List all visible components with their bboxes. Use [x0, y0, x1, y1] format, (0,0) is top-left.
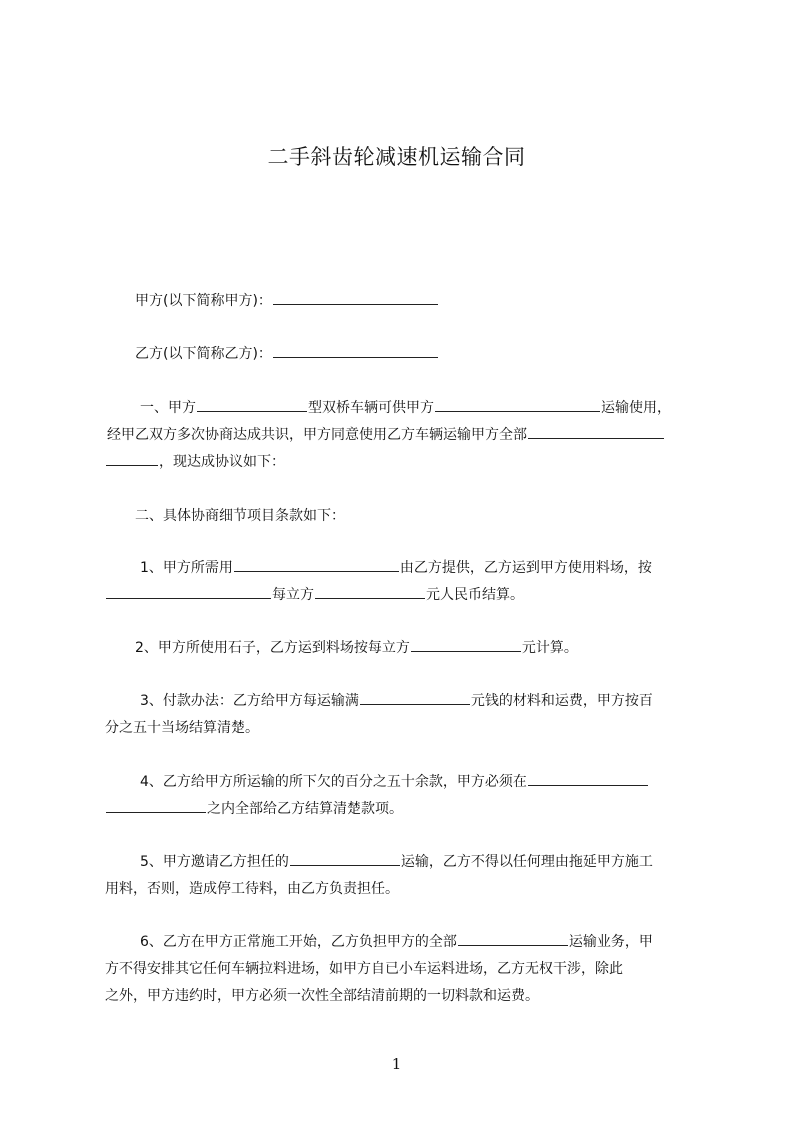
clause-6-text: 6、乙方在甲方正常施工开始，乙方负担甲方的全部 [140, 934, 457, 950]
clause-1-text: 1、甲方所需用 [140, 560, 233, 576]
page-number: 1 [391, 1055, 402, 1073]
contract-title: 二手斜齿轮减速机运输合同 [267, 145, 526, 169]
clause-5-line-1 [140, 851, 653, 873]
vehicle-type-blank[interactable] [197, 397, 307, 412]
clause-1-text: 每立方 [272, 587, 314, 603]
clause-4-line-2 [105, 798, 403, 820]
clause-5-line-2: 用料，否则，造成停工待料，由乙方负责担任。 [105, 881, 399, 897]
section-1-line-2 [107, 424, 665, 446]
deadline-blank[interactable] [528, 771, 648, 786]
clause-1-line-2 [105, 584, 524, 606]
price-blank[interactable] [315, 584, 425, 599]
clause-4-text: 4、乙方给甲方所运输的所下欠的百分之五十余款，甲方必须在 [140, 774, 527, 790]
clause-3-line-1 [140, 690, 653, 712]
party-a-blank[interactable] [273, 290, 438, 305]
material-blank[interactable] [234, 557, 399, 572]
stone-price-blank[interactable] [411, 637, 521, 652]
section-1-text: 经甲乙双方多次协商达成共识，甲方同意使用乙方车辆运输甲方全部 [107, 427, 527, 443]
party-a-label: 甲方(以下简称甲方)： [135, 293, 272, 309]
section-1-text: ，现达成协议如下： [159, 454, 285, 470]
business-blank[interactable] [458, 931, 568, 946]
clause-2-text: 元计算。 [521, 640, 578, 656]
clause-2-text: 2、甲方所使用石子，乙方运到料场按每立方 [135, 640, 410, 656]
amount-blank[interactable] [360, 690, 470, 705]
section-1-line-1 [140, 397, 671, 419]
clause-1-text: 元人民币结算。 [426, 587, 524, 603]
section-1-text: 一、甲方 [140, 400, 196, 416]
transport-blank[interactable] [290, 851, 400, 866]
party-b-blank[interactable] [273, 343, 438, 358]
clause-2-line [135, 637, 578, 659]
section-1-text: 运输使用， [601, 400, 671, 416]
clause-6-text: 运输业务，甲 [568, 934, 653, 950]
clause-6-line-1 [140, 931, 653, 953]
clause-5-text: 5、甲方邀请乙方担任的 [140, 854, 289, 870]
party-a-line [135, 290, 439, 312]
clause-3-text: 元钱的材料和运费，甲方按百 [470, 693, 653, 709]
material-name-blank[interactable] [106, 584, 271, 599]
clause-1-line-1 [140, 557, 652, 579]
party-b-line [135, 343, 439, 365]
clause-1-text: 由乙方提供，乙方运到甲方使用料场，按 [399, 560, 652, 576]
clause-3-line-2: 分之五十当场结算清楚。 [105, 720, 259, 736]
clause-6-line-3: 之外，甲方违约时，甲方必须一次性全部结清前期的一切料款和运费。 [105, 988, 539, 1004]
clause-6-line-2: 方不得安排其它任何车辆拉料进场，如甲方自已小车运料进场，乙方无权干涉，除此 [105, 961, 623, 977]
section-1-text: 型双桥车辆可供甲方 [308, 400, 434, 416]
clause-5-text: 运输，乙方不得以任何理由拖延甲方施工 [400, 854, 653, 870]
deadline-blank-cont[interactable] [106, 798, 206, 813]
section-2-heading: 二、具体协商细节项目条款如下： [135, 508, 345, 524]
clause-4-text: 之内全部给乙方结算清楚款项。 [207, 801, 403, 817]
clause-3-text: 3、付款办法：乙方给甲方每运输满 [140, 693, 359, 709]
clause-4-line-1 [140, 771, 649, 793]
party-b-label: 乙方(以下简称乙方)： [135, 346, 272, 362]
section-1-line-3 [105, 451, 285, 473]
project-blank[interactable] [435, 397, 600, 412]
materials-blank-cont[interactable] [106, 451, 158, 466]
materials-blank[interactable] [528, 424, 664, 439]
